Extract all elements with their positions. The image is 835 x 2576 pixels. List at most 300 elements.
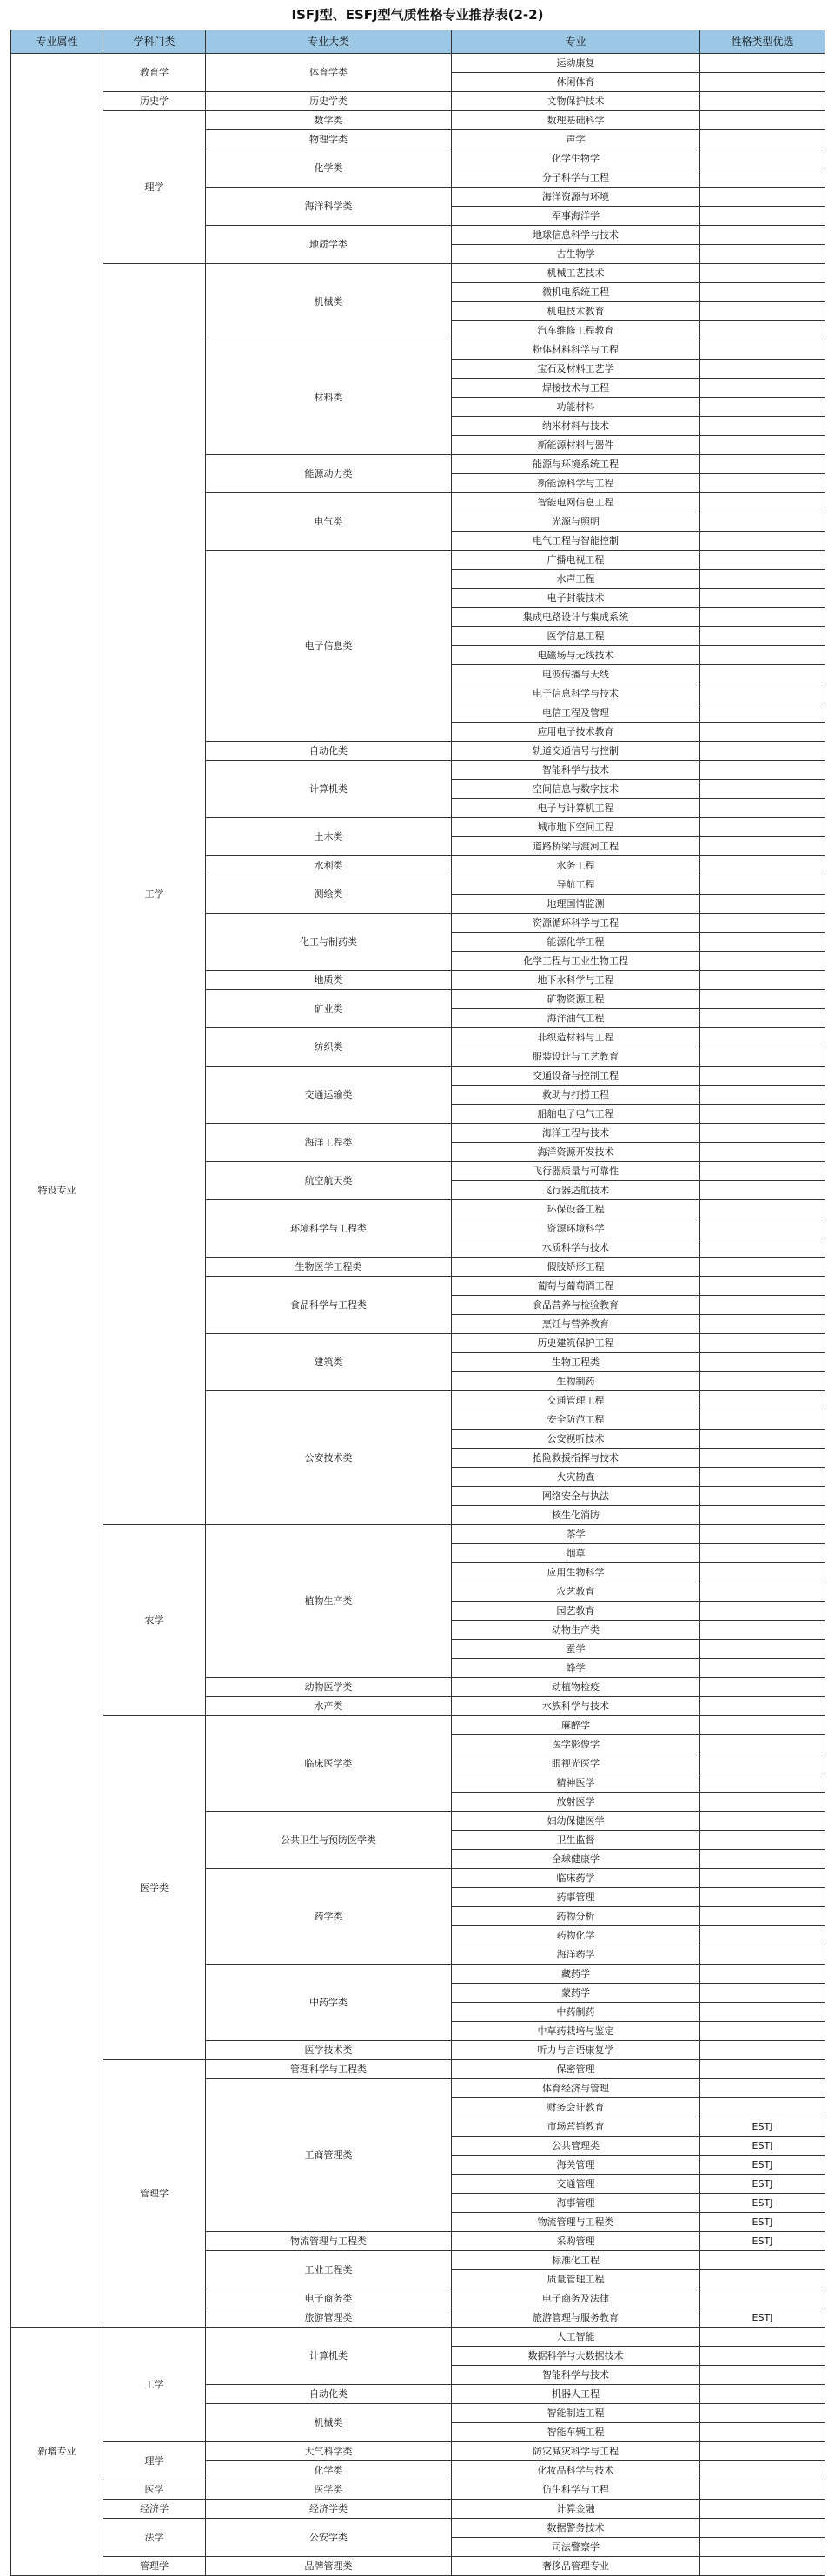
personality-cell — [700, 2289, 825, 2308]
personality-cell — [700, 1391, 825, 1410]
personality-cell — [700, 2060, 825, 2079]
major-cell: 电子商务及法律 — [452, 2289, 700, 2308]
personality-cell — [700, 1640, 825, 1659]
major-cell: 机器人工程 — [452, 2385, 700, 2404]
category-cell: 交通运输类 — [206, 1067, 452, 1124]
personality-cell — [700, 2079, 825, 2098]
table-row — [11, 54, 825, 73]
major-cell: 运动康复 — [452, 54, 700, 73]
personality-cell — [700, 780, 825, 799]
major-cell: 交通管理 — [452, 2175, 700, 2194]
discipline-cell: 经济学 — [103, 2500, 206, 2519]
table-row — [11, 111, 825, 130]
category-cell: 电子商务类 — [206, 2289, 452, 2308]
category-cell: 海洋科学类 — [206, 188, 452, 226]
personality-cell — [700, 2022, 825, 2041]
category-cell: 公安学类 — [206, 2519, 452, 2557]
personality-cell — [700, 398, 825, 417]
personality-cell — [700, 684, 825, 703]
major-cell: 声学 — [452, 130, 700, 149]
personality-cell — [700, 2366, 825, 2385]
major-cell: 矿物资源工程 — [452, 990, 700, 1009]
major-cell: 物流管理与工程类 — [452, 2213, 700, 2232]
major-cell: 计算金融 — [452, 2500, 700, 2519]
personality-cell — [700, 1926, 825, 1945]
major-cell: 动植物检疫 — [452, 1678, 700, 1697]
major-cell: 广播电视工程 — [452, 551, 700, 570]
discipline-cell: 工学 — [103, 264, 206, 1525]
personality-cell — [700, 1334, 825, 1353]
category-cell: 食品科学与工程类 — [206, 1277, 452, 1334]
personality-cell — [700, 1487, 825, 1506]
personality-cell — [700, 1907, 825, 1926]
category-cell: 工业工程类 — [206, 2251, 452, 2289]
discipline-cell: 工学 — [103, 2328, 206, 2442]
category-cell: 物理学类 — [206, 130, 452, 149]
major-cell: 飞行器质量与可靠性 — [452, 1162, 700, 1181]
category-cell: 自动化类 — [206, 2385, 452, 2404]
major-cell: 旅游管理与服务教育 — [452, 2308, 700, 2328]
category-cell: 水利类 — [206, 856, 452, 875]
major-cell: 生物制药 — [452, 1372, 700, 1391]
major-cell: 焊接技术与工程 — [452, 379, 700, 398]
personality-cell — [700, 2041, 825, 2060]
personality-cell — [700, 570, 825, 589]
personality-cell: ESTJ — [700, 2137, 825, 2156]
personality-cell — [700, 1009, 825, 1028]
major-cell: 救助与打捞工程 — [452, 1086, 700, 1105]
major-cell: 纳米材料与技术 — [452, 417, 700, 436]
major-cell: 葡萄与葡萄酒工程 — [452, 1277, 700, 1296]
discipline-cell: 理学 — [103, 111, 206, 264]
personality-cell — [700, 54, 825, 73]
major-cell: 文物保护技术 — [452, 92, 700, 111]
major-cell: 海洋资源与环境 — [452, 188, 700, 207]
personality-cell — [700, 1525, 825, 1544]
category-cell: 物流管理与工程类 — [206, 2232, 452, 2251]
category-cell: 能源动力类 — [206, 455, 452, 493]
personality-cell — [700, 608, 825, 627]
major-cell: 地下水科学与工程 — [452, 971, 700, 990]
category-cell: 药学类 — [206, 1869, 452, 1965]
personality-cell — [700, 1067, 825, 1086]
personality-cell — [700, 2500, 825, 2519]
personality-cell — [700, 1181, 825, 1200]
personality-cell — [700, 1315, 825, 1334]
major-cell: 智能电网信息工程 — [452, 493, 700, 512]
personality-cell — [700, 1754, 825, 1773]
personality-cell — [700, 2098, 825, 2117]
personality-cell — [700, 1506, 825, 1525]
major-cell: 财务会计教育 — [452, 2098, 700, 2117]
major-cell: 电磁场与无线技术 — [452, 646, 700, 665]
personality-cell — [700, 761, 825, 780]
major-cell: 麻醉学 — [452, 1716, 700, 1735]
major-cell: 公共管理类 — [452, 2137, 700, 2156]
category-cell: 建筑类 — [206, 1334, 452, 1391]
major-cell: 海洋资源开发技术 — [452, 1143, 700, 1162]
major-cell: 烹饪与营养教育 — [452, 1315, 700, 1334]
table-row — [11, 1525, 825, 1544]
personality-cell — [700, 1945, 825, 1965]
personality-cell — [700, 1124, 825, 1143]
major-cell: 应用生物科学 — [452, 1563, 700, 1582]
personality-cell — [700, 2251, 825, 2270]
personality-cell — [700, 1850, 825, 1869]
personality-cell — [700, 512, 825, 532]
personality-cell — [700, 723, 825, 742]
personality-cell — [700, 1086, 825, 1105]
major-cell: 电波传播与天线 — [452, 665, 700, 684]
personality-cell — [700, 703, 825, 723]
personality-cell — [700, 283, 825, 302]
major-cell: 海关管理 — [452, 2156, 700, 2175]
personality-cell — [700, 245, 825, 264]
major-cell: 交通管理工程 — [452, 1391, 700, 1410]
major-cell: 保密管理 — [452, 2060, 700, 2079]
personality-cell — [700, 2270, 825, 2289]
personality-cell — [700, 321, 825, 340]
category-cell: 公安技术类 — [206, 1391, 452, 1525]
major-cell: 蜂学 — [452, 1659, 700, 1678]
personality-cell — [700, 933, 825, 952]
personality-cell — [700, 1563, 825, 1582]
category-cell: 测绘类 — [206, 875, 452, 914]
major-cell: 粉体材料科学与工程 — [452, 340, 700, 360]
discipline-cell: 医学类 — [103, 1716, 206, 2060]
major-cell: 休闲体育 — [452, 73, 700, 92]
personality-cell — [700, 665, 825, 684]
category-cell: 中药学类 — [206, 1965, 452, 2041]
major-cell: 药物分析 — [452, 1907, 700, 1926]
major-cell: 电信工程及管理 — [452, 703, 700, 723]
major-cell: 电子与计算机工程 — [452, 799, 700, 818]
personality-cell — [700, 149, 825, 168]
personality-cell — [700, 1888, 825, 1907]
personality-cell — [700, 1353, 825, 1372]
personality-cell — [700, 455, 825, 474]
major-cell: 资源环境科学 — [452, 1219, 700, 1238]
category-cell: 纺织类 — [206, 1028, 452, 1067]
header-personality: 性格类型优选 — [700, 30, 825, 54]
personality-cell — [700, 1219, 825, 1238]
personality-cell — [700, 1716, 825, 1735]
major-cell: 眼视光医学 — [452, 1754, 700, 1773]
major-cell: 中草药栽培与鉴定 — [452, 2022, 700, 2041]
major-cell: 智能科学与技术 — [452, 761, 700, 780]
major-cell: 微机电系统工程 — [452, 283, 700, 302]
major-cell: 轨道交通信号与控制 — [452, 742, 700, 761]
category-cell: 动物医学类 — [206, 1678, 452, 1697]
major-cell: 化学工程与工业生物工程 — [452, 952, 700, 971]
table-row — [11, 2442, 825, 2461]
major-cell: 能源与环境系统工程 — [452, 455, 700, 474]
personality-cell — [700, 856, 825, 875]
category-cell: 航空航天类 — [206, 1162, 452, 1200]
personality-cell — [700, 1678, 825, 1697]
table-row — [11, 2060, 825, 2079]
personality-cell — [700, 551, 825, 570]
personality-cell — [700, 646, 825, 665]
major-cell: 食品营养与检验教育 — [452, 1296, 700, 1315]
major-cell: 船舶电子电气工程 — [452, 1105, 700, 1124]
category-cell: 计算机类 — [206, 761, 452, 818]
personality-cell — [700, 2519, 825, 2538]
category-cell: 植物生产类 — [206, 1525, 452, 1678]
major-cell: 防灾减灾科学与工程 — [452, 2442, 700, 2461]
personality-cell: ESTJ — [700, 2232, 825, 2251]
personality-cell — [700, 952, 825, 971]
personality-cell: ESTJ — [700, 2156, 825, 2175]
discipline-cell: 管理学 — [103, 2060, 206, 2328]
discipline-cell: 法学 — [103, 2519, 206, 2557]
personality-cell: ESTJ — [700, 2175, 825, 2194]
major-cell: 蒙药学 — [452, 1984, 700, 2003]
category-cell: 品牌管理类 — [206, 2557, 452, 2576]
recommendation-table — [10, 30, 825, 2576]
personality-cell — [700, 1773, 825, 1793]
personality-cell — [700, 1468, 825, 1487]
attribute-cell: 特设专业 — [11, 54, 103, 2328]
major-cell: 地理国情监测 — [452, 895, 700, 914]
category-cell: 地质学类 — [206, 226, 452, 264]
personality-cell — [700, 2003, 825, 2022]
major-cell: 医学影像学 — [452, 1735, 700, 1754]
personality-cell — [700, 73, 825, 92]
personality-cell — [700, 1582, 825, 1602]
personality-cell — [700, 1869, 825, 1888]
major-cell: 分子科学与工程 — [452, 168, 700, 188]
category-cell: 医学类 — [206, 2480, 452, 2500]
major-cell: 非织造材料与工程 — [452, 1028, 700, 1047]
major-cell: 人工智能 — [452, 2328, 700, 2347]
personality-cell — [700, 1047, 825, 1067]
major-cell: 中药制药 — [452, 2003, 700, 2022]
header-attribute: 专业属性 — [11, 30, 103, 54]
major-cell: 蚕学 — [452, 1640, 700, 1659]
personality-cell — [700, 1812, 825, 1831]
personality-cell — [700, 1162, 825, 1181]
table-row — [11, 2500, 825, 2519]
major-cell: 交通设备与控制工程 — [452, 1067, 700, 1086]
personality-cell — [700, 837, 825, 856]
personality-cell — [700, 130, 825, 149]
major-cell: 数据科学与大数据技术 — [452, 2347, 700, 2366]
category-cell: 体育学类 — [206, 54, 452, 92]
category-cell: 数学类 — [206, 111, 452, 130]
category-cell: 管理科学与工程类 — [206, 2060, 452, 2079]
personality-cell — [700, 168, 825, 188]
major-cell: 机械工艺技术 — [452, 264, 700, 283]
personality-cell — [700, 1602, 825, 1621]
personality-cell — [700, 1735, 825, 1754]
personality-cell — [700, 1105, 825, 1124]
major-cell: 采购管理 — [452, 2232, 700, 2251]
category-cell: 电气类 — [206, 493, 452, 551]
major-cell: 地球信息科学与技术 — [452, 226, 700, 245]
personality-cell — [700, 1659, 825, 1678]
category-cell: 材料类 — [206, 340, 452, 455]
category-cell: 矿业类 — [206, 990, 452, 1028]
major-cell: 司法警察学 — [452, 2538, 700, 2557]
personality-cell — [700, 360, 825, 379]
major-cell: 质量管理工程 — [452, 2270, 700, 2289]
category-cell: 化学类 — [206, 2461, 452, 2480]
major-cell: 卫生监督 — [452, 1831, 700, 1850]
major-cell: 精神医学 — [452, 1773, 700, 1793]
major-cell: 仿生科学与工程 — [452, 2480, 700, 2500]
category-cell: 经济学类 — [206, 2500, 452, 2519]
discipline-cell: 理学 — [103, 2442, 206, 2480]
major-cell: 海事管理 — [452, 2194, 700, 2213]
category-cell: 化学类 — [206, 149, 452, 188]
personality-cell — [700, 2461, 825, 2480]
major-cell: 海洋油气工程 — [452, 1009, 700, 1028]
major-cell: 临床药学 — [452, 1869, 700, 1888]
personality-cell — [700, 1544, 825, 1563]
category-cell: 临床医学类 — [206, 1716, 452, 1812]
major-cell: 飞行器适航技术 — [452, 1181, 700, 1200]
major-cell: 宝石及材料工艺学 — [452, 360, 700, 379]
major-cell: 烟草 — [452, 1544, 700, 1563]
personality-cell — [700, 1372, 825, 1391]
major-cell: 医学信息工程 — [452, 627, 700, 646]
personality-cell — [700, 302, 825, 321]
major-cell: 市场营销教育 — [452, 2117, 700, 2137]
category-cell: 旅游管理类 — [206, 2308, 452, 2328]
discipline-cell: 管理学 — [103, 2557, 206, 2576]
personality-cell — [700, 1984, 825, 2003]
major-cell: 茶学 — [452, 1525, 700, 1544]
category-cell: 生物医学工程类 — [206, 1258, 452, 1277]
header-row — [11, 30, 825, 54]
header-major: 专业 — [452, 30, 700, 54]
personality-cell — [700, 2404, 825, 2423]
category-cell: 历史学类 — [206, 92, 452, 111]
personality-cell — [700, 2328, 825, 2347]
header-category: 专业大类 — [206, 30, 452, 54]
major-cell: 海洋药学 — [452, 1945, 700, 1965]
personality-cell — [700, 1697, 825, 1716]
major-cell: 园艺教育 — [452, 1602, 700, 1621]
major-cell: 药物化学 — [452, 1926, 700, 1945]
major-cell: 化妆品科学与技术 — [452, 2461, 700, 2480]
personality-cell — [700, 379, 825, 398]
major-cell: 水声工程 — [452, 570, 700, 589]
major-cell: 城市地下空间工程 — [452, 818, 700, 837]
personality-cell — [700, 1793, 825, 1812]
major-cell: 空间信息与数字技术 — [452, 780, 700, 799]
personality-cell — [700, 589, 825, 608]
personality-cell — [700, 2442, 825, 2461]
personality-cell — [700, 2347, 825, 2366]
category-cell: 自动化类 — [206, 742, 452, 761]
major-cell: 化学生物学 — [452, 149, 700, 168]
category-cell: 地质类 — [206, 971, 452, 990]
major-cell: 农艺教育 — [452, 1582, 700, 1602]
major-cell: 海洋工程与技术 — [452, 1124, 700, 1143]
personality-cell: ESTJ — [700, 2194, 825, 2213]
category-cell: 公共卫生与预防医学类 — [206, 1812, 452, 1869]
major-cell: 安全防范工程 — [452, 1410, 700, 1430]
major-cell: 电子信息科学与技术 — [452, 684, 700, 703]
major-cell: 妇幼保健医学 — [452, 1812, 700, 1831]
major-cell: 水务工程 — [452, 856, 700, 875]
major-cell: 动物生产类 — [452, 1621, 700, 1640]
major-cell: 藏药学 — [452, 1965, 700, 1984]
major-cell: 应用电子技术教育 — [452, 723, 700, 742]
personality-cell — [700, 2385, 825, 2404]
personality-cell — [700, 1410, 825, 1430]
personality-cell — [700, 417, 825, 436]
personality-cell — [700, 895, 825, 914]
personality-cell — [700, 1238, 825, 1258]
discipline-cell: 医学 — [103, 2480, 206, 2500]
table-row — [11, 1716, 825, 1735]
personality-cell — [700, 207, 825, 226]
personality-cell — [700, 2423, 825, 2442]
personality-cell — [700, 1258, 825, 1277]
table-title: ISFJ型、ESFJ型气质性格专业推荐表(2-2) — [291, 7, 544, 23]
attribute-cell: 新增专业 — [11, 2328, 103, 2576]
major-cell: 网络安全与执法 — [452, 1487, 700, 1506]
personality-cell — [700, 436, 825, 455]
personality-cell — [700, 1430, 825, 1449]
major-cell: 电气工程与智能控制 — [452, 532, 700, 551]
personality-cell — [700, 914, 825, 933]
major-cell: 核生化消防 — [452, 1506, 700, 1525]
discipline-cell: 教育学 — [103, 54, 206, 92]
personality-cell — [700, 1143, 825, 1162]
table-body — [11, 54, 825, 2576]
category-cell: 土木类 — [206, 818, 452, 856]
personality-cell — [700, 1449, 825, 1468]
personality-cell — [700, 742, 825, 761]
major-cell: 新能源科学与工程 — [452, 474, 700, 493]
major-cell: 资源循环科学与工程 — [452, 914, 700, 933]
category-cell: 机械类 — [206, 2404, 452, 2442]
major-cell: 标准化工程 — [452, 2251, 700, 2270]
major-cell: 抢险救援指挥与技术 — [452, 1449, 700, 1468]
major-cell: 数理基础科学 — [452, 111, 700, 130]
personality-cell — [700, 2538, 825, 2557]
major-cell: 军事海洋学 — [452, 207, 700, 226]
personality-cell — [700, 226, 825, 245]
table-row — [11, 2328, 825, 2347]
personality-cell — [700, 799, 825, 818]
personality-cell: ESTJ — [700, 2213, 825, 2232]
personality-cell — [700, 1831, 825, 1850]
header-discipline: 学科门类 — [103, 30, 206, 54]
category-cell: 化工与制药类 — [206, 914, 452, 971]
discipline-cell: 历史学 — [103, 92, 206, 111]
personality-cell — [700, 1200, 825, 1219]
category-cell: 医学技术类 — [206, 2041, 452, 2060]
table-row — [11, 2519, 825, 2538]
major-cell: 环保设备工程 — [452, 1200, 700, 1219]
major-cell: 能源化学工程 — [452, 933, 700, 952]
major-cell: 机电技术教育 — [452, 302, 700, 321]
personality-cell — [700, 1965, 825, 1984]
personality-cell — [700, 532, 825, 551]
major-cell: 新能源材料与器件 — [452, 436, 700, 455]
major-cell: 体育经济与管理 — [452, 2079, 700, 2098]
table-row — [11, 264, 825, 283]
discipline-cell: 农学 — [103, 1525, 206, 1716]
personality-cell — [700, 971, 825, 990]
major-cell: 光源与照明 — [452, 512, 700, 532]
personality-cell — [700, 340, 825, 360]
